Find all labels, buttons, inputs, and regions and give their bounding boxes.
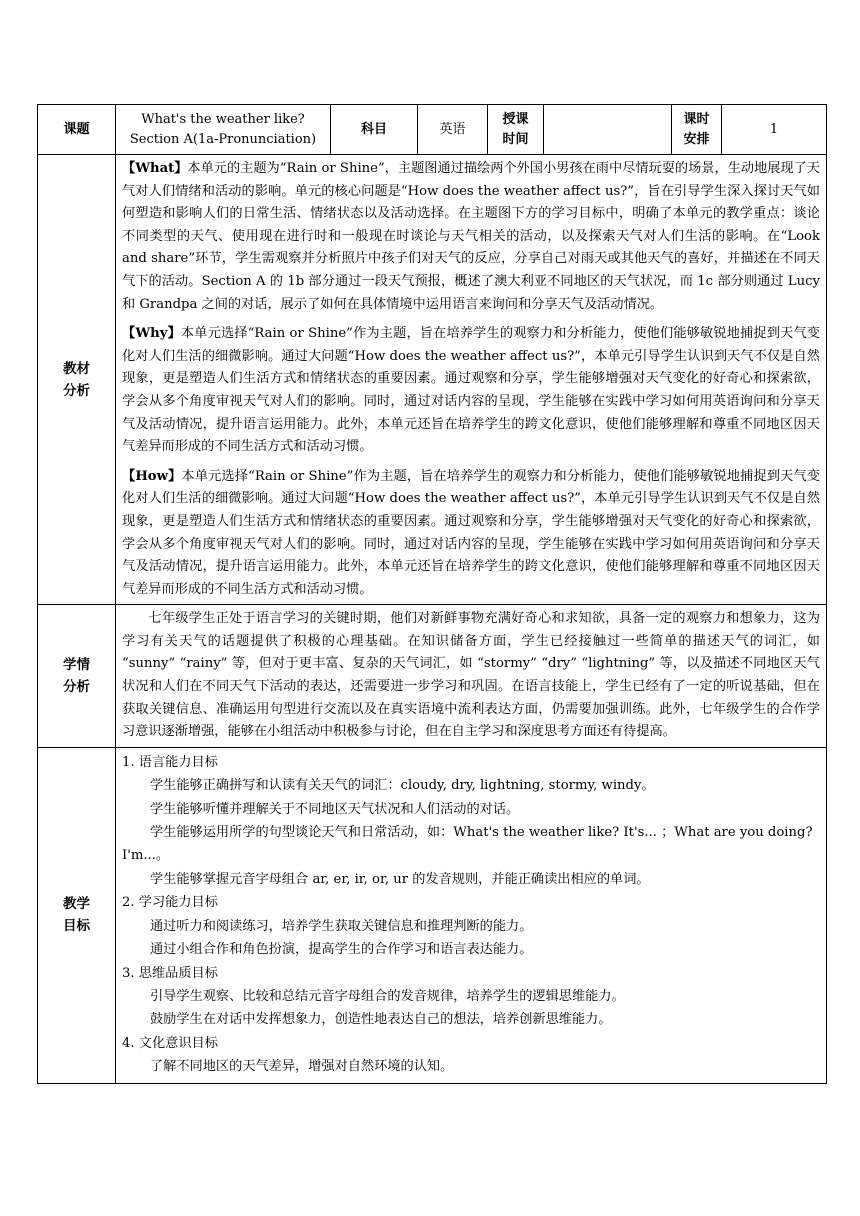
goal-4-item: 了解不同地区的天气差异，增强对自然环境的认知。 <box>150 1059 454 1075</box>
goal-4-title: 4. 文化意识目标 <box>122 1035 218 1051</box>
analysis-label: 教材分析 <box>38 155 116 605</box>
schedule-value: 1 <box>722 105 827 155</box>
how-lead: 【How】 <box>122 468 182 484</box>
goals-row <box>38 747 827 1083</box>
students-content <box>116 605 827 748</box>
goal-1-title: 1. 语言能力目标 <box>122 754 218 770</box>
students-row <box>38 605 827 748</box>
subject-label: 科目 <box>331 105 418 155</box>
goal-2-item: 通过小组合作和角色扮演，提高学生的合作学习和语言表达能力。 <box>150 942 533 958</box>
students-text: 七年级学生正处于语言学习的关键时期，他们对新鲜事物充满好奇心和求知欲，具备一定的观察力和想象力，这为学习有关天气的话题提供了积极的心理基础。在知识储备方面，学生已经接触过一些简单的描述天气的词汇，如 “sunny” “rainy” 等，但对于更丰富、复杂的天气词汇，如 “stormy” “dry” “lightning” 等，以及描述不同地区天气状况和人们在不同天气下活动的表达，还需要进一步学习和巩固。在语言技能上，学生已经有了一定的听说基础，但在获取关键信息、准确运用句型进行交流以及在真实语境中流利表达方面，仍需要加强训练。此外，七年级学生的合作学习意识逐渐增强，能够在小组活动中积极参与讨论，但在自主学习和深度思考方面还有待提高。 <box>122 611 820 740</box>
subject-value: 英语 <box>418 105 488 155</box>
time-label: 授课时间 <box>488 105 544 155</box>
goals-label: 教学目标 <box>38 747 116 1083</box>
time-value <box>544 105 672 155</box>
goal-1-item: 学生能够运用所学的句型谈论天气和日常活动，如：What's the weather like? It's... ；What are you doing? I'm...。 <box>122 825 813 864</box>
why-lead: 【Why】 <box>122 326 181 342</box>
goal-3-item: 引导学生观察、比较和总结元音字母组合的发音规律，培养学生的逻辑思维能力。 <box>150 988 625 1004</box>
schedule-label: 课时安排 <box>672 105 722 155</box>
goal-3-item: 鼓励学生在对话中发挥想象力，创造性地表达自己的想法，培养创新思维能力。 <box>150 1012 612 1028</box>
what-text: 本单元的主题为“Rain or Shine”，主题图通过描绘两个外国小男孩在雨中尽情玩耍的场景，生动地展现了天气对人们情绪和活动的影响。单元的核心问题是“How does the weather affect us?”，旨在引导学生深入探讨天气如何塑造和影响人们的日常生活、情绪状态以及活动选择。在主题图下方的学习目标中，明确了本单元的教学重点：谈论不同类型的天气、使用现在进行时和一般现在时谈论与天气相关的活动，以及探索天气对人们生活的影响。在“Look and share”环节，学生需观察并分析照片中孩子们对天气的反应，分享自己对雨天或其他天气的喜好，并描述在不同天气下的活动。Section A 的 1b 部分通过一段天气预报，概述了澳大利亚不同地区的天气状况，而 1c 部分则通过 Lucy 和 Grandpa 之间的对话，展示了如何在具体情境中运用语言来询问和分享天气及活动情况。 <box>122 161 820 312</box>
why-text: 本单元选择“Rain or Shine”作为主题，旨在培养学生的观察力和分析能力，使他们能够敏锐地捕捉到天气变化对人们生活的细微影响。通过大问题“How does the weather affect us?”，本单元引导学生认识到天气不仅是自然现象，更是塑造人们生活方式和情绪状态的重要因素。通过观察和分享，学生能够增强对天气变化的好奇心和探索欲，学会从多个角度审视天气对人们的影响。同时，通过对话内容的呈现，学生能够在实践中学习如何用英语询问和分享天气及活动情况，提升语言运用能力。此外，本单元还旨在培养学生的跨文化意识，使他们能够理解和尊重不同地区因天气差异而形成的不同生活方式和活动习惯。 <box>122 326 820 455</box>
goal-1-item: 学生能够掌握元音字母组合 ar, er, ir, or, ur 的发音规则，并能正确读出相应的单词。 <box>150 871 650 887</box>
goals-content <box>116 747 827 1083</box>
goal-1-item: 学生能够正确拼写和认读有关天气的词汇：cloudy, dry, lightning, stormy, windy。 <box>150 778 655 794</box>
students-label: 学情分析 <box>38 605 116 748</box>
lesson-plan-table <box>37 104 827 1084</box>
goal-2-item: 通过听力和阅读练习，培养学生获取关键信息和推理判断的能力。 <box>150 918 533 934</box>
goal-3-title: 3. 思维品质目标 <box>122 965 218 981</box>
goal-2-title: 2. 学习能力目标 <box>122 895 218 911</box>
what-lead: 【What】 <box>122 161 188 176</box>
header-row <box>38 105 827 155</box>
goal-1-item: 学生能够听懂并理解关于不同地区天气状况和人们活动的对话。 <box>150 801 520 817</box>
why-paragraph <box>122 323 820 459</box>
topic-value: What's the weather like?Section A(1a-Pronunciation) <box>116 105 331 155</box>
analysis-content <box>116 155 827 605</box>
how-text: 本单元选择“Rain or Shine”作为主题，旨在培养学生的观察力和分析能力，使他们能够敏锐地捕捉到天气变化对人们生活的细微影响。通过大问题“How does the weather affect us?”，本单元引导学生认识到天气不仅是自然现象，更是塑造人们生活方式和情绪状态的重要因素。通过观察和分享，学生能够增强对天气变化的好奇心和探索欲，学会从多个角度审视天气对人们的影响。同时，通过对话内容的呈现，学生能够在实践中学习如何用英语询问和分享天气及活动情况，提升语言运用能力。此外，本单元还旨在培养学生的跨文化意识，使他们能够理解和尊重不同地区因天气差异而形成的不同生活方式和活动习惯。 <box>122 468 820 597</box>
what-paragraph <box>122 158 820 316</box>
analysis-row <box>38 155 827 605</box>
topic-label: 课题 <box>38 105 116 155</box>
how-paragraph <box>122 466 820 602</box>
